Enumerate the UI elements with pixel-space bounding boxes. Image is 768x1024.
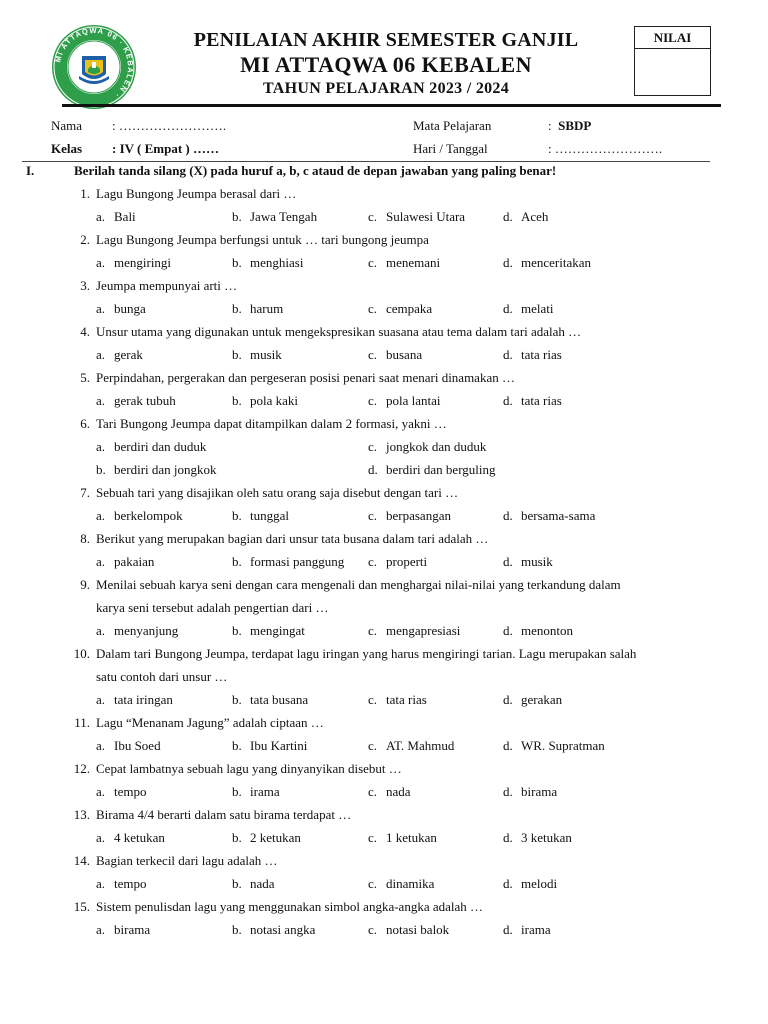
option-letter: a. <box>96 347 106 362</box>
option-text: Jawa Tengah <box>250 209 318 224</box>
answer-option[interactable] <box>503 783 557 801</box>
option-letter: d. <box>503 692 513 707</box>
option-letter: c. <box>368 738 378 753</box>
question-text: Cepat lambatnya sebuah lagu yang dinyanyikan disebut … <box>96 761 402 776</box>
option-text: 2 ketukan <box>250 830 301 845</box>
option-text: mengiringi <box>114 255 172 270</box>
answer-option[interactable] <box>96 254 171 272</box>
option-text: Aceh <box>521 209 549 224</box>
section-number: I. <box>26 163 35 178</box>
option-letter: d. <box>503 508 513 523</box>
option-text: notasi angka <box>250 922 316 937</box>
answer-option[interactable] <box>96 461 217 479</box>
option-text: berdiri dan duduk <box>114 439 207 454</box>
subject-label: Mata Pelajaran <box>413 118 492 133</box>
option-letter: a. <box>96 922 106 937</box>
answer-option[interactable] <box>96 507 183 525</box>
option-letter: c. <box>368 830 378 845</box>
question-number: 3. <box>80 278 90 293</box>
option-text: cempaka <box>386 301 433 316</box>
answer-option[interactable] <box>368 438 486 456</box>
answer-option[interactable] <box>368 829 437 847</box>
option-text: irama <box>250 784 280 799</box>
option-letter: c. <box>368 554 378 569</box>
option-text: berdiri dan jongkok <box>114 462 217 477</box>
option-text: melati <box>521 301 554 316</box>
option-letter: d. <box>503 393 513 408</box>
answer-option[interactable] <box>232 875 275 893</box>
option-text: formasi panggung <box>250 554 345 569</box>
question-text: karya seni tersebut adalah pengertian dari … <box>96 600 329 615</box>
academic-year: TAHUN PELAJARAN 2023 / 2024 <box>262 80 510 97</box>
option-letter: a. <box>96 623 106 638</box>
answer-option[interactable] <box>96 622 178 640</box>
option-letter: d. <box>503 209 513 224</box>
question-line-cont <box>0 668 768 691</box>
subject-value: SBDP <box>558 118 592 133</box>
answer-option[interactable] <box>503 875 557 893</box>
question-line <box>0 645 768 668</box>
answer-option[interactable] <box>368 461 496 479</box>
question-line <box>0 898 768 921</box>
option-text: berdiri dan berguling <box>386 462 496 477</box>
name-label: Nama <box>51 118 83 133</box>
option-letter: d. <box>503 347 513 362</box>
option-letter: b. <box>232 784 242 799</box>
option-letter: c. <box>368 393 378 408</box>
option-letter: c. <box>368 301 378 316</box>
school-logo <box>51 24 137 110</box>
answer-option[interactable] <box>96 392 176 410</box>
answer-option[interactable] <box>368 691 427 709</box>
option-letter: a. <box>96 508 106 523</box>
option-letter: d. <box>503 922 513 937</box>
answer-option[interactable] <box>503 507 595 525</box>
option-letter: b. <box>232 554 242 569</box>
option-text: WR. Supratman <box>521 738 605 753</box>
answer-option[interactable] <box>503 737 605 755</box>
exam-title <box>150 28 622 100</box>
question-line <box>0 530 768 553</box>
option-letter: d. <box>503 738 513 753</box>
score-box <box>634 26 711 96</box>
question-line <box>0 323 768 346</box>
subject-colon: : <box>548 118 552 133</box>
question-text: Sebuah tari yang disajikan oleh satu orang saja disebut dengan tari … <box>96 485 459 500</box>
option-letter: b. <box>232 830 242 845</box>
option-letter: c. <box>368 255 378 270</box>
question-line <box>0 714 768 737</box>
answer-option[interactable] <box>503 622 573 640</box>
answer-option[interactable] <box>368 921 449 939</box>
option-text: tata rias <box>521 347 562 362</box>
question-number: 2. <box>80 232 90 247</box>
question-number: 7. <box>80 485 90 500</box>
option-text: melodi <box>521 876 558 891</box>
question-number: 9. <box>80 577 90 592</box>
option-text: 4 ketukan <box>114 830 165 845</box>
answer-option[interactable] <box>368 392 441 410</box>
option-letter: c. <box>368 876 378 891</box>
option-letter: b. <box>232 508 242 523</box>
option-text: nada <box>250 876 275 891</box>
option-letter: a. <box>96 393 106 408</box>
question-number: 12. <box>73 761 90 776</box>
option-letter: a. <box>96 692 106 707</box>
option-letter: a. <box>96 439 106 454</box>
question-line <box>0 415 768 438</box>
option-text: menceritakan <box>521 255 592 270</box>
answer-option[interactable] <box>503 300 554 318</box>
question-number: 11. <box>74 715 90 730</box>
answer-option[interactable] <box>96 875 147 893</box>
option-text: tunggal <box>250 508 289 523</box>
option-letter: d. <box>503 784 513 799</box>
class-label: Kelas <box>51 141 83 156</box>
question-number: 10. <box>73 646 90 661</box>
option-letter: d. <box>368 462 378 477</box>
options-row <box>0 921 768 944</box>
question-number: 6. <box>80 416 90 431</box>
date-label: Hari / Tanggal <box>413 141 488 156</box>
option-text: gerak <box>114 347 143 362</box>
section-heading <box>26 162 556 180</box>
options-row <box>0 346 768 369</box>
option-text: jongkok dan duduk <box>386 439 487 454</box>
subject-field <box>413 117 591 135</box>
question-line <box>0 760 768 783</box>
question-text: Lagu Bungong Jeumpa berasal dari … <box>96 186 297 201</box>
answer-option[interactable] <box>96 921 150 939</box>
option-letter: b. <box>232 922 242 937</box>
question-number: 8. <box>80 531 90 546</box>
answer-option[interactable] <box>503 392 562 410</box>
score-label: NILAI <box>635 27 710 49</box>
option-text: harum <box>250 301 284 316</box>
section-instruction: Berilah tanda silang (X) pada huruf a, b, c ataud de depan jawaban yang paling benar! <box>74 163 557 178</box>
answer-option[interactable] <box>232 737 307 755</box>
option-letter: a. <box>96 554 106 569</box>
answer-option[interactable] <box>96 829 165 847</box>
option-text: birama <box>114 922 151 937</box>
options-row <box>0 438 768 461</box>
option-text: tata rias <box>386 692 427 707</box>
answer-option[interactable] <box>232 691 308 709</box>
option-letter: a. <box>96 784 106 799</box>
options-row <box>0 875 768 898</box>
option-text: Ibu Kartini <box>250 738 308 753</box>
question-text: Lagu Bungong Jeumpa berfungsi untuk … tari bungong jeumpa <box>96 232 429 247</box>
question-number: 15. <box>73 899 90 914</box>
svg-text:MI ATTAQWA 06 · KEBALEN ·: MI ATTAQWA 06 · KEBALEN · <box>53 25 136 101</box>
option-text: menemani <box>386 255 441 270</box>
option-text: Bali <box>114 209 136 224</box>
option-text: pakaian <box>114 554 155 569</box>
answer-option[interactable] <box>232 392 298 410</box>
answer-option[interactable] <box>232 507 289 525</box>
answer-option[interactable] <box>232 921 315 939</box>
question-text: Tari Bungong Jeumpa dapat ditampilkan dalam 2 formasi, yakni … <box>96 416 447 431</box>
option-text: birama <box>521 784 558 799</box>
option-letter: c. <box>368 784 378 799</box>
option-text: 1 ketukan <box>386 830 437 845</box>
option-text: bunga <box>114 301 146 316</box>
answer-option[interactable] <box>96 553 154 571</box>
answer-option[interactable] <box>232 300 283 318</box>
answer-option[interactable] <box>232 208 317 226</box>
question-number: 13. <box>73 807 90 822</box>
option-text: bersama-sama <box>521 508 596 523</box>
answer-option[interactable] <box>368 208 465 226</box>
question-line <box>0 576 768 599</box>
question-line <box>0 185 768 208</box>
answer-option[interactable] <box>232 622 305 640</box>
answer-option[interactable] <box>96 737 161 755</box>
answer-option[interactable] <box>503 553 553 571</box>
question-text: Bagian terkecil dari lagu adalah … <box>96 853 278 868</box>
options-row <box>0 254 768 277</box>
option-text: tata busana <box>250 692 309 707</box>
answer-option[interactable] <box>232 553 344 571</box>
option-text: properti <box>386 554 428 569</box>
answer-option[interactable] <box>96 300 146 318</box>
option-text: irama <box>521 922 551 937</box>
options-row <box>0 829 768 852</box>
option-text: berpasangan <box>386 508 451 523</box>
question-text: Berikut yang merupakan bagian dari unsur tata busana dalam tari adalah … <box>96 531 489 546</box>
question-text: Perpindahan, pergerakan dan pergeseran posisi penari saat menari dinamakan … <box>96 370 515 385</box>
option-text: musik <box>521 554 553 569</box>
question-number: 14. <box>73 853 90 868</box>
question-line <box>0 277 768 300</box>
option-text: notasi balok <box>386 922 450 937</box>
date-value: : ……………………. <box>548 141 663 156</box>
answer-option[interactable] <box>368 346 422 364</box>
option-letter: c. <box>368 439 378 454</box>
answer-option[interactable] <box>368 553 427 571</box>
option-text: dinamika <box>386 876 435 891</box>
answer-option[interactable] <box>503 208 548 226</box>
class-value: : IV ( Empat ) …… <box>112 141 220 156</box>
option-text: pola lantai <box>386 393 441 408</box>
question-text: Sistem penulisdan lagu yang menggunakan simbol angka-angka adalah … <box>96 899 484 914</box>
header-rule <box>62 104 721 107</box>
question-text: Menilai sebuah karya seni dengan cara mengenali dan menghargai nilai-nilai yang terkandung dalam <box>96 577 621 592</box>
option-text: tempo <box>114 876 147 891</box>
question-text: Lagu “Menanam Jagung” adalah ciptaan … <box>96 715 324 730</box>
answer-option[interactable] <box>503 346 562 364</box>
option-letter: b. <box>232 738 242 753</box>
option-text: gerak tubuh <box>114 393 176 408</box>
option-text: Ibu Soed <box>114 738 161 753</box>
answer-option[interactable] <box>368 737 454 755</box>
option-letter: b. <box>232 393 242 408</box>
option-letter: a. <box>96 876 106 891</box>
name-field <box>51 117 226 135</box>
option-text: mengingat <box>250 623 305 638</box>
answer-option[interactable] <box>368 507 451 525</box>
question-line <box>0 806 768 829</box>
answer-option[interactable] <box>232 346 282 364</box>
school-name: MI ATTAQWA 06 KEBALEN <box>240 52 532 77</box>
question-text: Birama 4/4 berarti dalam satu birama terdapat … <box>96 807 352 822</box>
answer-option[interactable] <box>96 691 173 709</box>
option-text: menonton <box>521 623 573 638</box>
option-letter: d. <box>503 301 513 316</box>
option-letter: b. <box>232 876 242 891</box>
option-text: musik <box>250 347 282 362</box>
option-letter: c. <box>368 347 378 362</box>
option-letter: c. <box>368 623 378 638</box>
option-letter: b. <box>232 301 242 316</box>
options-row <box>0 783 768 806</box>
answer-option[interactable] <box>368 875 434 893</box>
option-text: pola kaki <box>250 393 299 408</box>
answer-option[interactable] <box>503 829 572 847</box>
option-text: gerakan <box>521 692 563 707</box>
answer-option[interactable] <box>368 783 411 801</box>
option-letter: a. <box>96 301 106 316</box>
option-text: 3 ketukan <box>521 830 572 845</box>
option-letter: b. <box>96 462 106 477</box>
question-line <box>0 369 768 392</box>
answer-option[interactable] <box>96 783 147 801</box>
date-field <box>413 140 662 158</box>
question-text: Unsur utama yang digunakan untuk mengekspresikan suasana atau tema dalam tari adalah … <box>96 324 582 339</box>
option-letter: b. <box>232 209 242 224</box>
answer-option[interactable] <box>503 921 551 939</box>
question-line <box>0 484 768 507</box>
option-text: tata iringan <box>114 692 173 707</box>
option-letter: c. <box>368 508 378 523</box>
answer-option[interactable] <box>503 691 562 709</box>
question-number: 4. <box>80 324 90 339</box>
answer-option[interactable] <box>96 438 206 456</box>
question-line <box>0 852 768 875</box>
answer-option[interactable] <box>368 300 432 318</box>
options-row <box>0 208 768 231</box>
answer-option[interactable] <box>368 622 460 640</box>
question-line-cont <box>0 599 768 622</box>
option-letter: d. <box>503 623 513 638</box>
answer-option[interactable] <box>96 346 143 364</box>
answer-option[interactable] <box>503 254 591 272</box>
exam-name: PENILAIAN AKHIR SEMESTER GANJIL <box>193 29 579 51</box>
option-letter: d. <box>503 876 513 891</box>
option-letter: d. <box>503 255 513 270</box>
option-letter: a. <box>96 738 106 753</box>
option-text: berkelompok <box>114 508 183 523</box>
question-line <box>0 231 768 254</box>
options-row <box>0 300 768 323</box>
option-letter: b. <box>232 347 242 362</box>
options-row <box>0 461 768 484</box>
options-row <box>0 392 768 415</box>
options-row <box>0 553 768 576</box>
option-text: busana <box>386 347 423 362</box>
question-text: satu contoh dari unsur … <box>96 669 228 684</box>
option-letter: d. <box>503 554 513 569</box>
option-letter: c. <box>368 209 378 224</box>
options-row <box>0 737 768 760</box>
option-text: AT. Mahmud <box>386 738 455 753</box>
option-text: Sulawesi Utara <box>386 209 466 224</box>
answer-option[interactable] <box>232 783 280 801</box>
option-text: mengapresiasi <box>386 623 461 638</box>
answer-option[interactable] <box>232 829 301 847</box>
option-letter: b. <box>232 623 242 638</box>
option-text: tempo <box>114 784 147 799</box>
question-list <box>0 185 768 944</box>
option-letter: d. <box>503 830 513 845</box>
class-field <box>51 140 219 158</box>
option-letter: b. <box>232 692 242 707</box>
option-text: nada <box>386 784 411 799</box>
option-text: menyanjung <box>114 623 179 638</box>
option-letter: c. <box>368 692 378 707</box>
option-letter: a. <box>96 209 106 224</box>
options-row <box>0 691 768 714</box>
option-text: menghiasi <box>250 255 304 270</box>
question-text: Dalam tari Bungong Jeumpa, terdapat lagu iringan yang harus mengiringi tarian. Lagu merupakan salah <box>96 646 637 661</box>
answer-option[interactable] <box>96 208 136 226</box>
option-letter: b. <box>232 255 242 270</box>
question-number: 1. <box>80 186 90 201</box>
options-row <box>0 507 768 530</box>
option-letter: c. <box>368 922 378 937</box>
question-text: Jeumpa mempunyai arti … <box>96 278 238 293</box>
option-text: tata rias <box>521 393 562 408</box>
option-letter: a. <box>96 830 106 845</box>
name-value: : ……………………. <box>112 118 227 133</box>
answer-option[interactable] <box>232 254 303 272</box>
question-number: 5. <box>80 370 90 385</box>
option-letter: a. <box>96 255 106 270</box>
options-row <box>0 622 768 645</box>
answer-option[interactable] <box>368 254 440 272</box>
